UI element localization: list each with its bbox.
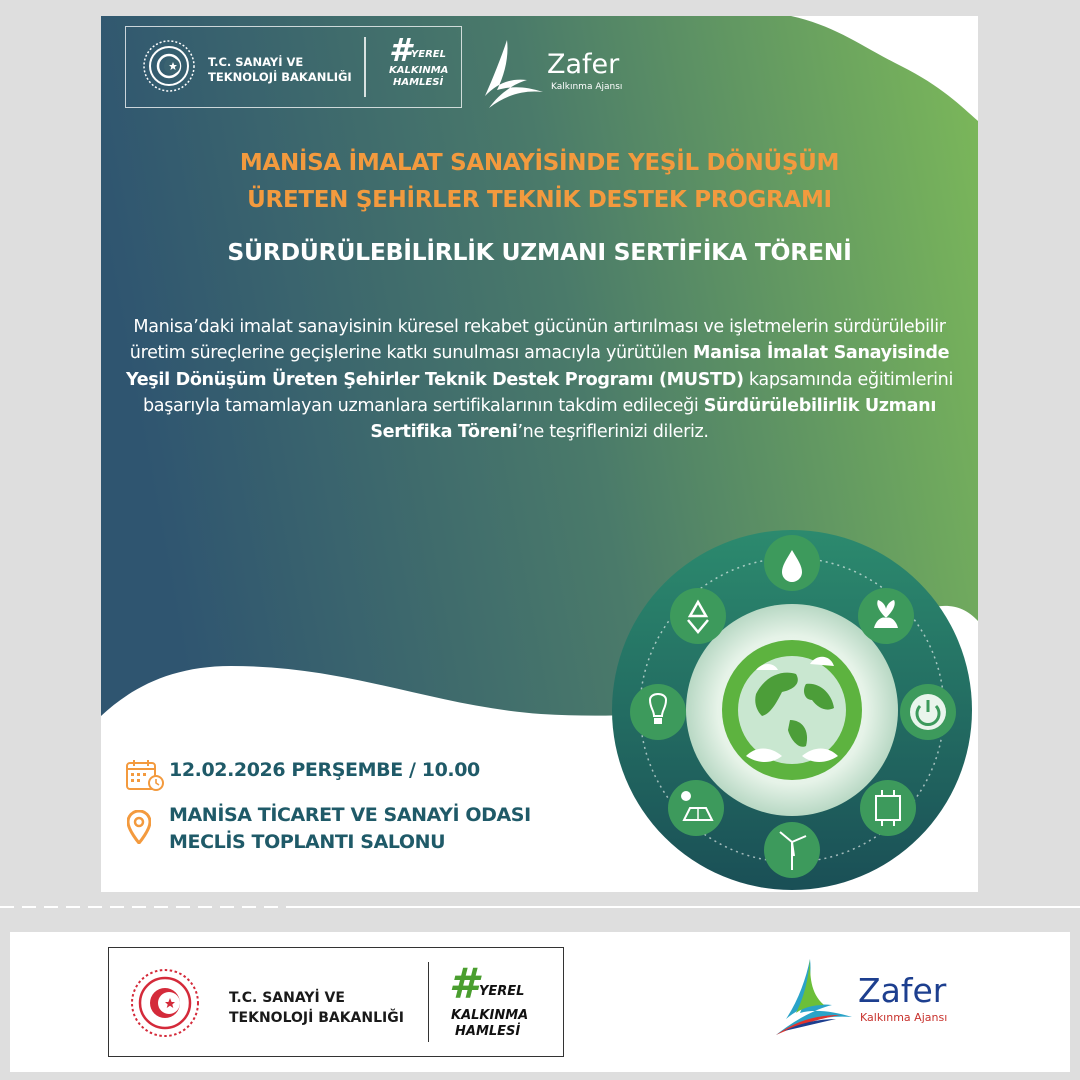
footer-logo-divider bbox=[428, 962, 429, 1042]
footer-zafer-name: Zafer bbox=[858, 971, 947, 1010]
hamlesi-text: HAMLESİ bbox=[393, 77, 444, 88]
zafer-logo-top bbox=[477, 38, 647, 110]
zafer-subtitle: Kalkınma Ajansı bbox=[551, 82, 623, 92]
zafer-swoosh-icon bbox=[770, 957, 860, 1039]
zafer-swoosh-icon bbox=[477, 38, 547, 110]
circuit-chip-icon bbox=[860, 780, 916, 836]
ministry-name-line2: TEKNOLOJİ BAKANLIĞI bbox=[208, 70, 352, 84]
footer-ministry-name bbox=[229, 988, 404, 1028]
yerel-text: YEREL bbox=[411, 49, 446, 60]
invitation-text-2: kapsamında eğitimlerini başarıyla tamamlayan uzmanlara sertifikalarının takdim edileceği bbox=[142, 369, 954, 416]
invitation-text-1: Manisa’daki imalat sanayisinin küresel rekabet gücünün artırılması ve işletmelerin sürdürülebilir üretim süreçlerine geçişlerine katkı sunulması amacıyla yürütülen bbox=[129, 317, 946, 364]
footer-hamlesi-text: HAMLESİ bbox=[455, 1024, 521, 1039]
invitation-ceremony-name: Sürdürülebilirlik Uzmanı Sertifika Töreni bbox=[370, 395, 937, 443]
logo-divider bbox=[364, 37, 366, 97]
sustainability-graphic bbox=[606, 524, 978, 892]
light-bulb-icon bbox=[630, 684, 686, 740]
invitation-paragraph bbox=[121, 314, 958, 445]
solar-panel-icon bbox=[668, 780, 724, 836]
water-drop-icon bbox=[764, 535, 820, 591]
invitation-poster bbox=[101, 16, 978, 892]
ministry-name bbox=[208, 55, 352, 85]
kalkinma-text: KALKINMA bbox=[389, 65, 449, 76]
footer-yerel-kalkinma-logo bbox=[449, 959, 549, 1048]
location-pin-icon bbox=[127, 810, 151, 844]
ministry-name-line1: T.C. SANAYİ VE bbox=[208, 55, 304, 69]
venue-line2: MECLİS TOPLANTI SALONU bbox=[169, 831, 446, 853]
footer-zafer-subtitle: Kalkınma Ajansı bbox=[860, 1011, 948, 1024]
earth-icon bbox=[722, 640, 862, 780]
invitation-text-3: ’ne teşriflerinizi dileriz. bbox=[517, 422, 709, 443]
ministry-emblem-icon bbox=[142, 39, 196, 93]
invitation-program-name: Manisa İmalat Sanayisinde Yeşil Dönüşüm Üreten Şehirler Teknik Destek Programı (MUSTD) bbox=[125, 343, 950, 390]
hashtag-icon: # bbox=[389, 31, 412, 69]
footer-logo-bar bbox=[10, 932, 1070, 1072]
page-divider bbox=[0, 905, 1080, 909]
program-title-line2: ÜRETEN ŞEHİRLER TEKNİK DESTEK PROGRAMI bbox=[247, 187, 832, 213]
program-title-line1: MANİSA İMALAT SANAYİSİNDE YEŞİL DÖNÜŞÜM bbox=[239, 150, 840, 176]
calendar-icon bbox=[125, 758, 165, 792]
ceremony-title: SÜRDÜRÜLEBİLİRLİK UZMANI SERTİFİKA TÖRENİ bbox=[227, 238, 852, 266]
recycle-icon bbox=[670, 588, 726, 644]
footer-yerel-text: YEREL bbox=[479, 984, 525, 999]
footer-logo-box bbox=[108, 947, 564, 1057]
power-icon bbox=[900, 684, 956, 740]
zafer-name: Zafer bbox=[547, 49, 620, 80]
yerel-kalkinma-logo bbox=[383, 31, 455, 101]
ministry-emblem-icon bbox=[129, 967, 201, 1039]
footer-zafer-logo bbox=[770, 957, 980, 1037]
venue-line1: MANİSA TİCARET VE SANAYİ ODASI bbox=[169, 804, 531, 826]
header-logo-box bbox=[125, 26, 462, 108]
footer-ministry-line1: T.C. SANAYİ VE bbox=[229, 990, 345, 1006]
sprout-icon bbox=[858, 588, 914, 644]
footer-kalkinma-text: KALKINMA bbox=[451, 1008, 529, 1023]
footer-ministry-line2: TEKNOLOJİ BAKANLIĞI bbox=[229, 1010, 404, 1026]
event-venue bbox=[169, 802, 531, 856]
footer-hashtag-icon: # bbox=[449, 959, 479, 1008]
event-datetime: 12.02.2026 PERŞEMBE / 10.00 bbox=[169, 759, 480, 781]
wind-turbine-icon bbox=[764, 822, 820, 878]
